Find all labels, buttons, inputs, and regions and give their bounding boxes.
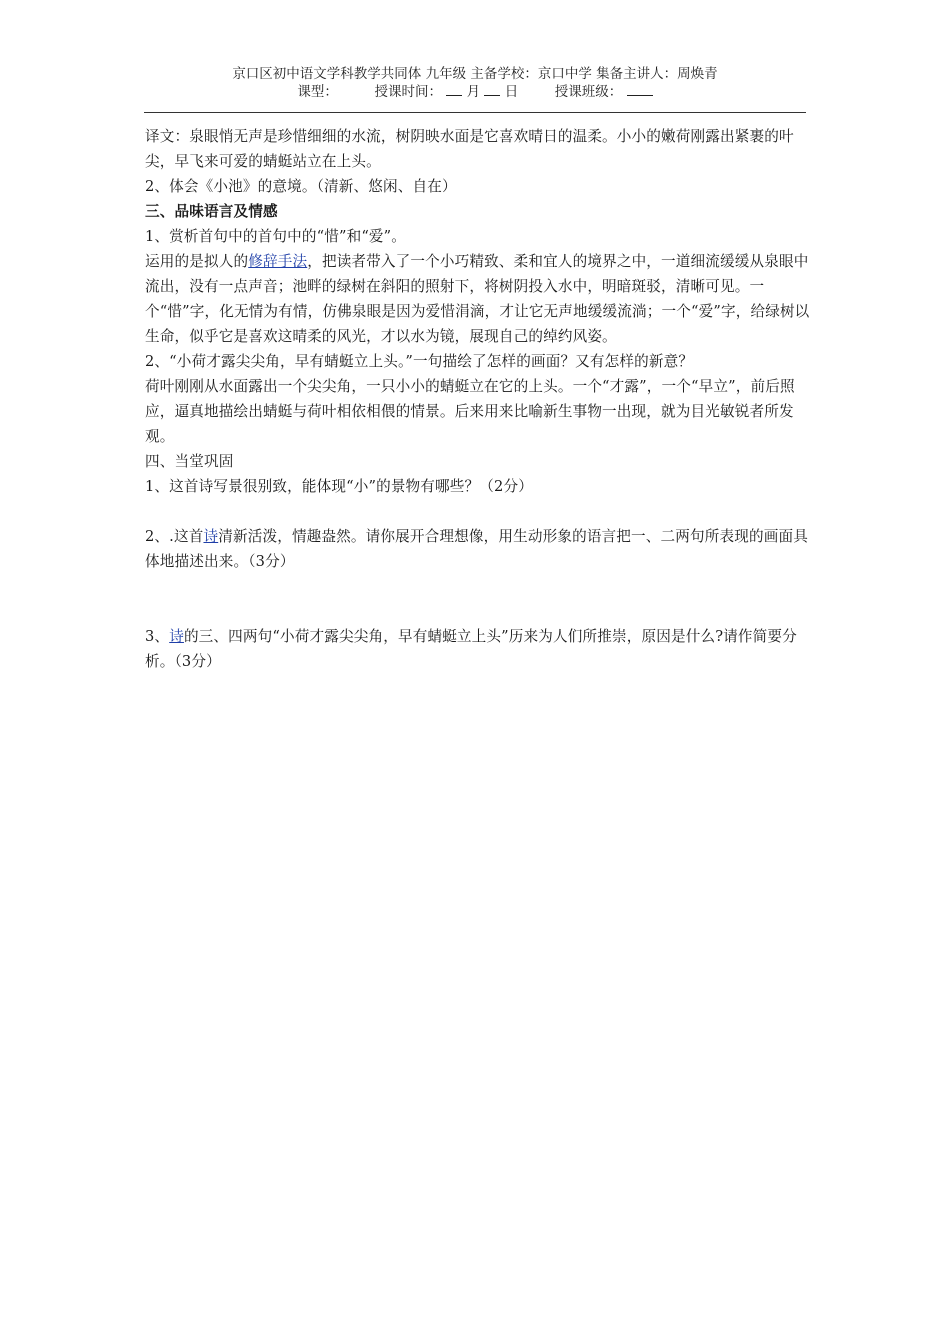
exercise-3-text: 的三、四两句“小荷才露尖尖角，早有蜻蜓立上头”历来为人们所推崇，原因是什么?请作简要分析。（3分）: [145, 628, 797, 670]
poem-link-1[interactable]: 诗: [203, 528, 219, 545]
lesson-time-label: 授课时间：: [374, 84, 442, 100]
rhetoric-link[interactable]: 修辞手法: [248, 253, 308, 270]
header-lesson-info: [144, 83, 806, 101]
question-1: 1、赏析首句中的首句中的“惜”和“爱”。: [145, 228, 407, 245]
answer-2: 荷叶刚刚从水面露出一个尖尖角，一只小小的蜻蜓立在它的上头。一个“才露”，一个“早立”，前后照应，逼真地描绘出蜻蜓与荷叶相依相偎的情景。后来用来比喻新生事物一出现，就为目光敏锐者所发观。: [145, 378, 795, 445]
course-type-label: 课型：: [297, 84, 338, 100]
document-body: [145, 124, 815, 674]
exercise-3-prefix: 3、: [145, 628, 170, 645]
exercise-2: [145, 524, 815, 574]
month-label: 月: [466, 84, 481, 100]
exercise-2-prefix: 2、.这首: [145, 528, 204, 545]
day-label: 日: [504, 84, 519, 100]
section-3-title: 三、品味语言及情感: [145, 203, 278, 220]
answer-space-1: [145, 499, 815, 524]
class-blank: [627, 83, 653, 96]
answer-space-2: [145, 574, 815, 624]
class-label: 授课班级：: [554, 84, 623, 100]
exercise-3: [145, 624, 815, 674]
translation-paragraph: 译文：泉眼悄无声是珍惜细细的水流，树阴映水面是它喜欢晴日的温柔。小小的嫩荷刚露出紧裹的叶尖，早飞来可爱的蜻蜓站立在上头。: [145, 128, 794, 170]
answer-1-text-rest: ，把读者带入了一个小巧精致、柔和宜人的境界之中，一道细流缓缓从泉眼中流出，没有一点声音；池畔的绿树在斜阳的照射下，将树阴投入水中，明暗斑驳，清晰可见。一个“惜”字，化无情为有情，仿佛泉眼是因为爱惜涓滴，才让它无声地缓缓流淌；一个“爱”字，给绿树以生命，似乎它是喜欢这晴柔的风光，才以水为镜，展现自己的绰约风姿。: [145, 253, 810, 345]
exercise-1: 1、这首诗写景很别致，能体现“小”的景物有哪些？（2分）: [145, 478, 533, 495]
section-4-title: 四、当堂巩固: [145, 453, 234, 470]
item-2-mood: 2、体会《小池》的意境。（清新、悠闲、自在）: [145, 178, 457, 195]
day-blank: [484, 83, 500, 96]
exercise-2-text: 清新活泼，情趣盎然。请你展开合理想像，用生动形象的语言把一、二两句所表现的画面具体地描述出来。（3分）: [145, 528, 808, 570]
header-title: 京口区初中语文学科教学共同体 九年级 主备学校：京口中学 集备主讲人：周焕青: [232, 66, 718, 82]
answer-1-text-start: 运用的是拟人的: [145, 253, 249, 270]
poem-link-2[interactable]: 诗: [169, 628, 184, 645]
question-2: 2、“小荷才露尖尖角，早有蜻蜓立上头。”一句描绘了怎样的画面？又有怎样的新意？: [145, 353, 694, 370]
month-blank: [446, 83, 462, 96]
page-header: [144, 66, 806, 101]
header-divider: [144, 112, 806, 113]
answer-1: [145, 249, 815, 349]
